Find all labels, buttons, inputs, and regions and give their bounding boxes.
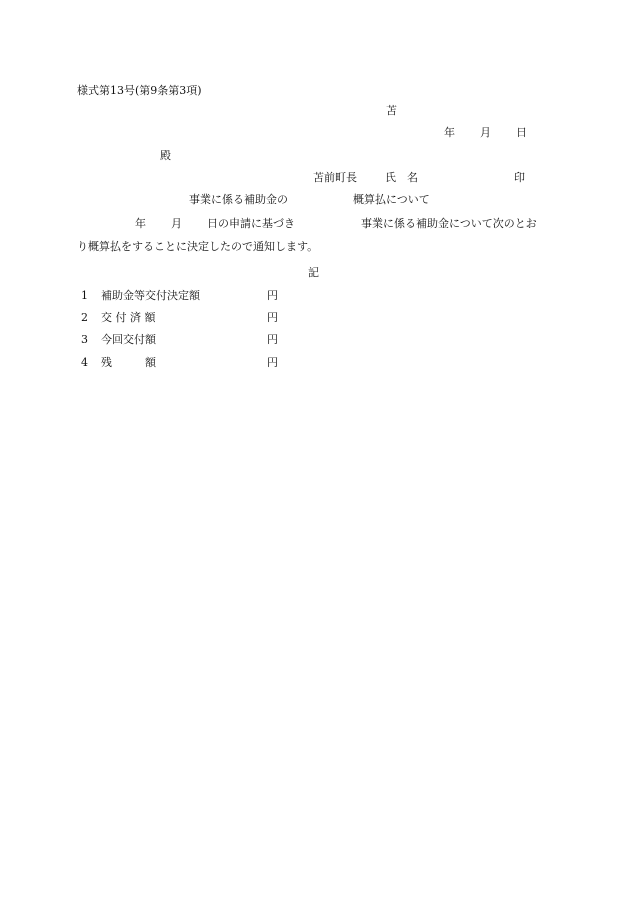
date-month: 月	[480, 126, 491, 139]
item-number: 2	[81, 311, 88, 324]
item-unit: 円	[267, 311, 278, 324]
item-label: 残 額	[101, 356, 156, 369]
issuer-title: 苫前町長	[313, 171, 357, 184]
date-day: 日	[516, 126, 527, 139]
item-label: 交 付 済 額	[101, 311, 156, 324]
item-number: 3	[81, 333, 88, 346]
body-date-month: 月	[171, 217, 182, 230]
item-unit: 円	[267, 333, 278, 346]
item-number: 1	[81, 289, 88, 302]
doc-number-prefix: 苫	[386, 104, 397, 117]
seal-mark: 印	[514, 171, 525, 184]
item-unit: 円	[267, 356, 278, 369]
form-number: 様式第13号(第9条第3項)	[77, 84, 202, 97]
addressee-suffix: 殿	[160, 149, 171, 162]
item-unit: 円	[267, 289, 278, 302]
subject-part1: 事業に係る補助金の	[189, 193, 288, 206]
subject-part2: 概算払について	[353, 193, 430, 206]
date-year: 年	[444, 126, 455, 139]
body-line1-b: 事業に係る補助金について次のとお	[361, 217, 537, 230]
notice-heading: 記	[308, 266, 319, 279]
body-line2: り概算払をすることに決定したので通知します。	[77, 240, 319, 253]
body-line1-a: 日の申請に基づき	[207, 217, 295, 230]
item-label: 補助金等交付決定額	[101, 289, 200, 302]
item-label: 今回交付額	[101, 333, 156, 346]
issuer-name-label: 氏 名	[385, 171, 418, 184]
item-number: 4	[81, 356, 88, 369]
body-date-year: 年	[135, 217, 146, 230]
